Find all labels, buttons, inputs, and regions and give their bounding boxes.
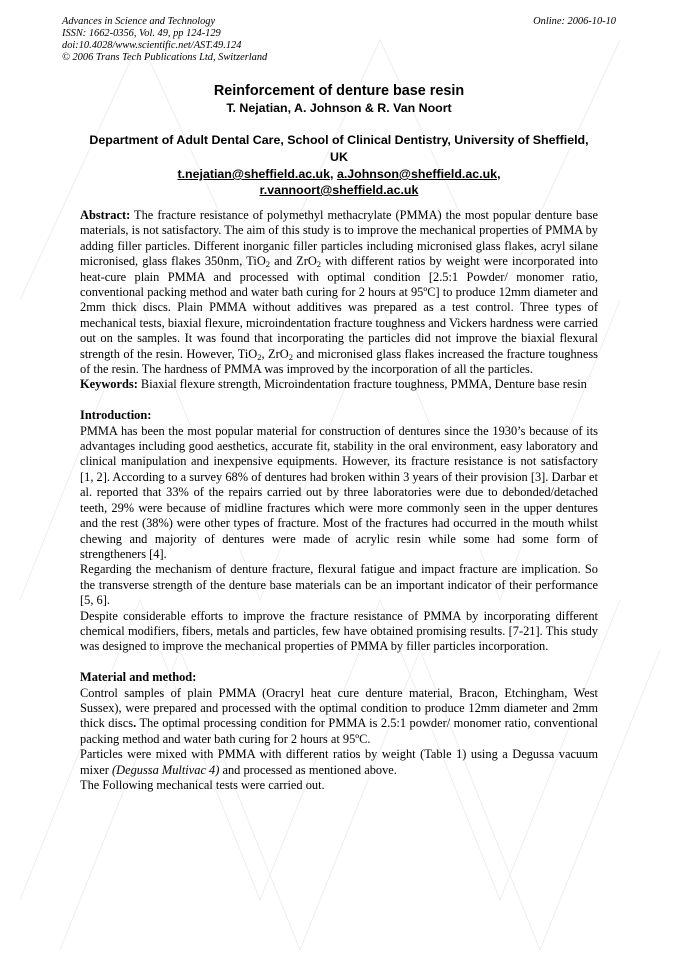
abstract-text: and ZrO	[270, 254, 317, 269]
email-list	[80, 166, 598, 198]
abstract-text: and micronised glass flakes increased the fracture toughness of the resin. The hardness of PMMA was improved by the incorporation of all the particles.	[80, 346, 598, 377]
abstract	[80, 208, 598, 377]
subscript: 2	[316, 259, 322, 270]
journal-name: Advances in Science and Technology	[62, 16, 216, 27]
introduction-heading	[80, 408, 598, 423]
methods-text: Control samples of plain PMMA (Oracryl heat cure denture material, Bracon, Etchingham, West Sussex), were prepared and processed with the optimal condition to produce 12mm diameter and 2mm thick discs	[80, 685, 598, 731]
methods-italic-text: (Degussa Multivac 4)	[112, 762, 220, 777]
methods-paragraph-3: The Following mechanical tests were carried out.	[80, 778, 325, 792]
methods-text: and processed as mentioned above.	[219, 762, 397, 777]
methods-text: .	[133, 716, 137, 731]
subscript: 2	[257, 351, 262, 362]
section-heading: Introduction:	[80, 408, 152, 423]
subscript: 2	[288, 351, 293, 362]
introduction-paragraph-3: Despite considerable efforts to improve the fracture resistance of PMMA by incorporating different chemical modifiers, fibers, metals and particles, few have obtained promising results. [7-21]. This study was designed to improve the mechanical properties of PMMA by filler particles incorporation.	[80, 608, 598, 654]
methods-paragraph-2	[80, 747, 598, 778]
email-link-johnson[interactable]: a.Johnson@sheffield.ac.uk	[336, 167, 498, 181]
email-separator: ,	[330, 167, 334, 181]
introduction-paragraph-1: PMMA has been the most popular material for construction of dentures since the 1930’s because of its advantages including good aesthetics, accurate fit, stability in the oral environment, easy laboratory and clinical manipulation and inexpensive equipments. However, its fracture resistance is not satisfactory [1, 2]. According to a survey 68% of dentures had broken within 3 years of their provision [3]. Darbar et al. reported that 33% of the repairs carried out by three laboratories were due to debonded/detached teeth, 29% were because of midline fractures which were more commonly seen in the upper dentures and the rest (38%) were other types of fracture. Most of the fractures had occurred in the mouth whilst chewing and majority of dentures were made of acrylic resin while some had some form of strengtheners [4].	[80, 423, 598, 561]
online-date: Online: 2006-10-10	[533, 16, 616, 27]
paper-title: Reinforcement of denture base resin	[213, 83, 465, 99]
methods-text: Particles were mixed with PMMA with different ratios by weight (Table 1) using a Degussa vacuum mixer	[80, 747, 598, 777]
subscript: 2	[265, 259, 271, 270]
email-separator: ,	[497, 167, 501, 181]
keywords-label: Keywords:	[80, 377, 138, 392]
abstract-text: , ZrO	[261, 346, 289, 361]
doi-line: doi:10.4028/www.scientific.net/AST.49.124	[62, 40, 242, 51]
introduction-paragraph-2: Regarding the mechanism of denture fracture, flexural fatigue and impact fracture are implication. So the transverse strength of the denture base materials can be an important indicator of their performance [5, 6].	[80, 562, 598, 608]
keywords	[80, 377, 598, 392]
abstract-label: Abstract:	[80, 208, 131, 222]
keywords-text: Biaxial flexure strength, Microindentation fracture toughness, PMMA, Denture base resin	[137, 377, 587, 392]
email-link-vannoort[interactable]: r.vannoort@sheffield.ac.uk	[259, 183, 419, 197]
copyright-line: © 2006 Trans Tech Publications Ltd, Switzerland	[62, 52, 268, 63]
affiliation: Department of Adult Dental Care, School of Clinical Dentistry, University of Sheffield, UK	[89, 133, 589, 164]
methods-text: The optimal processing condition for PMMA is 2.5:1 powder/ monomer ratio, conventional packing method and water bath curing for 2 hours at 95ºC.	[80, 716, 598, 746]
authors: T. Nejatian, A. Johnson & R. Van Noort	[226, 101, 452, 115]
methods-paragraph-1	[80, 686, 598, 748]
methods-heading	[80, 670, 598, 685]
journal-header	[62, 16, 267, 64]
email-link-nejatian[interactable]: t.nejatian@sheffield.ac.uk	[177, 167, 331, 181]
abstract-text: with different ratios by weight were incorporated into heat-cure plain PMMA and processed with optimal condition [2.5:1 Powder/ monomer ratio, conventional packing method and water bath curing for 2 hours at 95ºC] to produce 12mm diameter and 2mm thick discs. Plain PMMA without additives was prepared as a test control. Three types of mechanical tests, biaxial flexure, microindentation fracture toughness and Vickers hardness were carried out on the samples. It was found that incorporating the particles did not improve the biaxial flexural strength of the resin. However, TiO	[80, 254, 598, 361]
abstract-text: The fracture resistance of polymethyl methacrylate (PMMA) the most popular denture base materials, is not satisfactory. The aim of this study is to improve the mechanical properties of PMMA by adding filler particles. Different inorganic filler particles including micronised glass flakes, acryl silane micronised, glass flakes 350nm, TiO	[80, 208, 598, 269]
paper-body	[80, 208, 598, 793]
issn-line: ISSN: 1662-0356, Vol. 49, pp 124-129	[62, 28, 221, 39]
title-block	[80, 82, 598, 198]
section-heading: Material and method:	[80, 670, 197, 685]
